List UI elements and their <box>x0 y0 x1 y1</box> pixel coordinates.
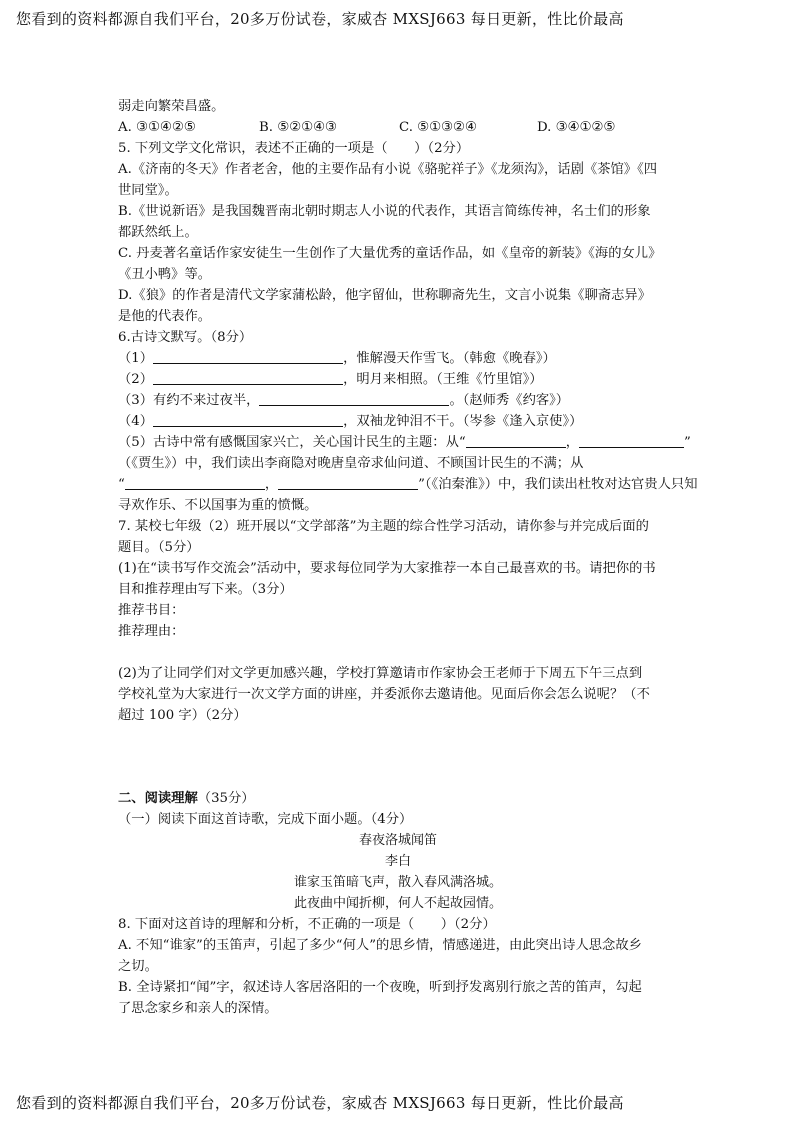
q4-options <box>118 117 678 138</box>
q8-option-b-line1: B. 全诗紧扣“闻”字，叙述诗人客居洛阳的一个夜晚，听到抒发离别行旅之苦的笛声，勾起 <box>118 980 642 995</box>
poem-author: 李白 <box>384 854 411 869</box>
q8-option-b-line2: 了思念家乡和亲人的深情。 <box>118 1001 278 1016</box>
q6-blank-1[interactable] <box>153 349 343 364</box>
q6-item-5-line2: （《贾生》）中，我们读出李商隐对晚唐皇帝求仙问道、不顾国计民生的不满；从 <box>118 456 584 471</box>
q7-part2-line1: (2)为了让同学们对文学更加感兴趣，学校打算邀请市作家协会王老师于下周五下午三点到 <box>118 666 643 681</box>
exam-content <box>118 96 698 1019</box>
q5-option-a-line1: A.《济南的冬天》作者老舍，他的主要作品有小说《骆驼祥子》《龙须沟》，话剧《茶馆》《四 <box>118 162 658 177</box>
q4-option-c: C. ⑤①③②④ <box>399 120 477 135</box>
q6-item-5-text-a: （5）古诗中常有感慨国家兴亡，关心国计民生的主题：从“ <box>118 435 466 450</box>
q5-option-b-line1: B.《世说新语》是我国魏晋南北朝时期志人小说的代表作，其语言简练传神，名士们的形象 <box>118 204 651 219</box>
q7-part2-line2: 学校礼堂为大家进行一次文学方面的讲座，并委派你去邀请他。见面后你会怎么说呢？（不 <box>118 687 650 702</box>
q8-stem: 8. 下面对这首诗的理解和分析，不正确的一项是（ ）（2分） <box>118 917 496 932</box>
q6-item-4-text: ，双袖龙钟泪不干。（岑参《逢入京使》） <box>343 414 583 429</box>
q6-blank-5b[interactable] <box>579 433 684 448</box>
q4-option-a: A. ③①④②⑤ <box>118 120 196 135</box>
q6-item-5-text-c: ” <box>683 435 691 450</box>
q6-blank-3[interactable] <box>259 391 449 406</box>
q6-item-1 <box>118 348 678 369</box>
q7-answer-space[interactable] <box>118 642 678 663</box>
q7-part2-answer-space[interactable] <box>118 726 678 788</box>
q8-option-a-line1: A. 不知“谁家”的玉笛声，引起了多少“何人”的思乡情，情感递进，由此突出诗人思念故乡 <box>118 938 642 953</box>
q6-item-3 <box>118 390 678 411</box>
section-2-heading <box>118 788 678 809</box>
q6-item-5-text-e: ， <box>264 477 279 492</box>
poem-title: 春夜洛城闻笛 <box>358 833 437 848</box>
q6-item-5-line3 <box>118 474 698 495</box>
q4-tail: 弱走向繁荣昌盛。 <box>118 99 225 114</box>
q5-option-a-line2: 世同堂》。 <box>118 183 178 198</box>
q6-item-1-label: （1） <box>118 351 154 366</box>
q6-item-2-text: ，明月来相照。（王维《竹里馆》） <box>343 372 543 387</box>
q7-book-label: 推荐书目： <box>118 603 185 618</box>
q5-option-c-line2: 《丑小鸭》等。 <box>118 267 212 282</box>
q6-item-5-text-f: ”（《泊秦淮》）中，我们读出杜牧对达官贵人只知 <box>418 477 698 492</box>
q8-option-a-line2: 之切。 <box>118 959 158 974</box>
q6-item-5-line1 <box>118 432 691 453</box>
q7-reason-label: 推荐理由： <box>118 624 185 639</box>
q4-option-b: B. ⑤②①④③ <box>259 120 337 135</box>
q6-item-4 <box>118 411 678 432</box>
q4-option-d: D. ③④①②⑤ <box>537 120 616 135</box>
q6-item-5-line4: 寻欢作乐、不以国事为重的愤慨。 <box>118 498 318 513</box>
q6-item-3-text: 。（赵师秀《约客》） <box>449 393 570 408</box>
q5-stem: 5. 下列文学文化常识，表述不正确的一项是（ ）（2分） <box>118 141 470 156</box>
q7-part1-line1: (1)在“读书写作交流会”活动中，要求每位同学为大家推荐一本自己最喜欢的书。请把你的书 <box>118 561 656 576</box>
q6-blank-5d[interactable] <box>278 475 418 490</box>
q6-blank-2[interactable] <box>153 370 343 385</box>
q6-blank-5a[interactable] <box>466 433 566 448</box>
q6-stem: 6.古诗文默写。（8分） <box>118 330 253 345</box>
q7-stem-line1: 7. 某校七年级（2）班开展以“文学部落”为主题的综合性学习活动，请你参与并完成后面的 <box>118 519 649 534</box>
section-2-sub1: （一）阅读下面这首诗歌，完成下面小题。（4分） <box>118 812 413 827</box>
q6-blank-5c[interactable] <box>125 475 265 490</box>
q5-option-d-line1: D.《狼》的作者是清代文学家蒲松龄，他字留仙，世称聊斋先生，文言小说集《聊斋志异》 <box>118 288 651 303</box>
section-2-title: 二、阅读理解 <box>118 791 198 806</box>
q6-item-3-label: （3）有约不来过夜半， <box>118 393 260 408</box>
q6-item-5-text-d: “ <box>118 477 125 492</box>
q6-item-2 <box>118 369 678 390</box>
header-banner: 您看到的资料都源自我们平台，20多万份试卷，家威杏 MXSJ663 每日更新，性比价最高 <box>16 10 624 28</box>
section-2-score: （35分） <box>197 791 255 806</box>
q7-part1-line2: 目和推荐理由写下来。（3分） <box>118 582 293 597</box>
q6-item-4-label: （4） <box>118 414 154 429</box>
q6-item-2-label: （2） <box>118 372 154 387</box>
q6-item-5-text-b: ， <box>565 435 579 450</box>
poem-line-1: 谁家玉笛暗飞声，散入春风满洛城。 <box>293 875 502 890</box>
q6-blank-4[interactable] <box>153 412 343 427</box>
q7-part2-line3: 超过 100 字）（2分） <box>118 708 247 723</box>
q5-option-b-line2: 都跃然纸上。 <box>118 225 198 240</box>
poem-line-2: 此夜曲中闻折柳，何人不起故园情。 <box>293 896 502 911</box>
q6-item-1-text: ，惟解漫天作雪飞。（韩愈《晚春》） <box>343 351 556 366</box>
q5-option-d-line2: 是他的代表作。 <box>118 309 212 324</box>
footer-banner: 您看到的资料都源自我们平台，20多万份试卷，家威杏 MXSJ663 每日更新，性比价最高 <box>16 1094 624 1112</box>
q5-option-c-line1: C. 丹麦著名童话作家安徒生一生创作了大量优秀的童话作品，如《皇帝的新装》《海的女儿》 <box>118 246 662 261</box>
q7-stem-line2: 题目。（5分） <box>118 540 200 555</box>
